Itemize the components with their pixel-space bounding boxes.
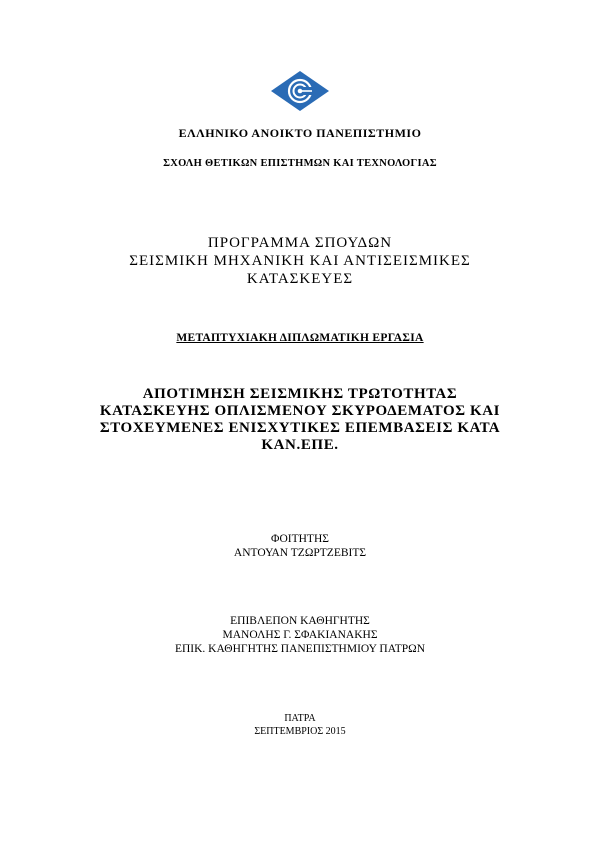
school-name: ΣΧΟΛΗ ΘΕΤΙΚΩΝ ΕΠΙΣΤΗΜΩΝ ΚΑΙ ΤΕΧΝΟΛΟΓΙΑΣ: [163, 158, 437, 169]
title-line: ΚΑΤΑΣΚΕΥΗΣ ΟΠΛΙΣΜΕΝΟΥ ΣΚΥΡΟΔΕΜΑΤΟΣ ΚΑΙ: [99, 403, 501, 419]
title-line: ΑΠΟΤΙΜΗΣΗ ΣΕΙΣΜΙΚΗΣ ΤΡΩΤΟΤΗΤΑΣ: [142, 386, 458, 402]
title-line: ΚΑΝ.ΕΠΕ.: [261, 437, 339, 453]
supervisor-name: ΜΑΝΟΛΗΣ Γ. ΣΦΑΚΙΑΝΑΚΗΣ: [222, 629, 378, 641]
thesis-title: [0, 386, 600, 454]
program-line: ΠΡΟΓΡΑΜΜΑ ΣΠΟΥΔΩΝ: [207, 235, 393, 251]
university-name: ΕΛΛΗΝΙΚΟ ΑΝΟΙΚΤΟ ΠΑΝΕΠΙΣΤΗΜΙΟ: [178, 126, 422, 140]
place: ΠΑΤΡΑ: [284, 713, 316, 724]
supervisor-label: ΕΠΙΒΛΕΠΟΝ ΚΑΘΗΓΗΤΗΣ: [230, 615, 370, 627]
supervisor-position: ΕΠΙΚ. ΚΑΘΗΓΗΤΗΣ ΠΑΝΕΠΙΣΤΗΜΙΟΥ ΠΑΤΡΩΝ: [174, 643, 426, 655]
student-label: ΦΟΙΤΗΤΗΣ: [271, 533, 329, 545]
title-line: ΣΤΟΧΕΥΜΕΝΕΣ ΕΝΙΣΧΥΤΙΚΕΣ ΕΠΕΜΒΑΣΕΙΣ ΚΑΤΑ: [99, 420, 501, 436]
place-date-block: [0, 712, 600, 738]
program-title: [0, 234, 600, 288]
date: ΣΕΠΤΕΜΒΡΙΟΣ 2015: [254, 726, 346, 737]
thesis-type: ΜΕΤΑΠΤΥΧΙΑΚΗ ΔΙΠΛΩΜΑΤΙΚΗ ΕΡΓΑΣΙΑ: [176, 332, 424, 344]
university-logo-icon: [270, 70, 330, 112]
supervisor-block: [0, 614, 600, 656]
program-line: ΣΕΙΣΜΙΚΗ ΜΗΧΑΝΙΚΗ ΚΑΙ ΑΝΤΙΣΕΙΣΜΙΚΕΣ: [129, 253, 471, 269]
student-block: [0, 532, 600, 560]
program-line: ΚΑΤΑΣΚΕΥΕΣ: [246, 271, 354, 287]
student-name: ΑΝΤΟΥΑΝ ΤΖΩΡΤΖΕΒΙΤΣ: [233, 547, 367, 559]
